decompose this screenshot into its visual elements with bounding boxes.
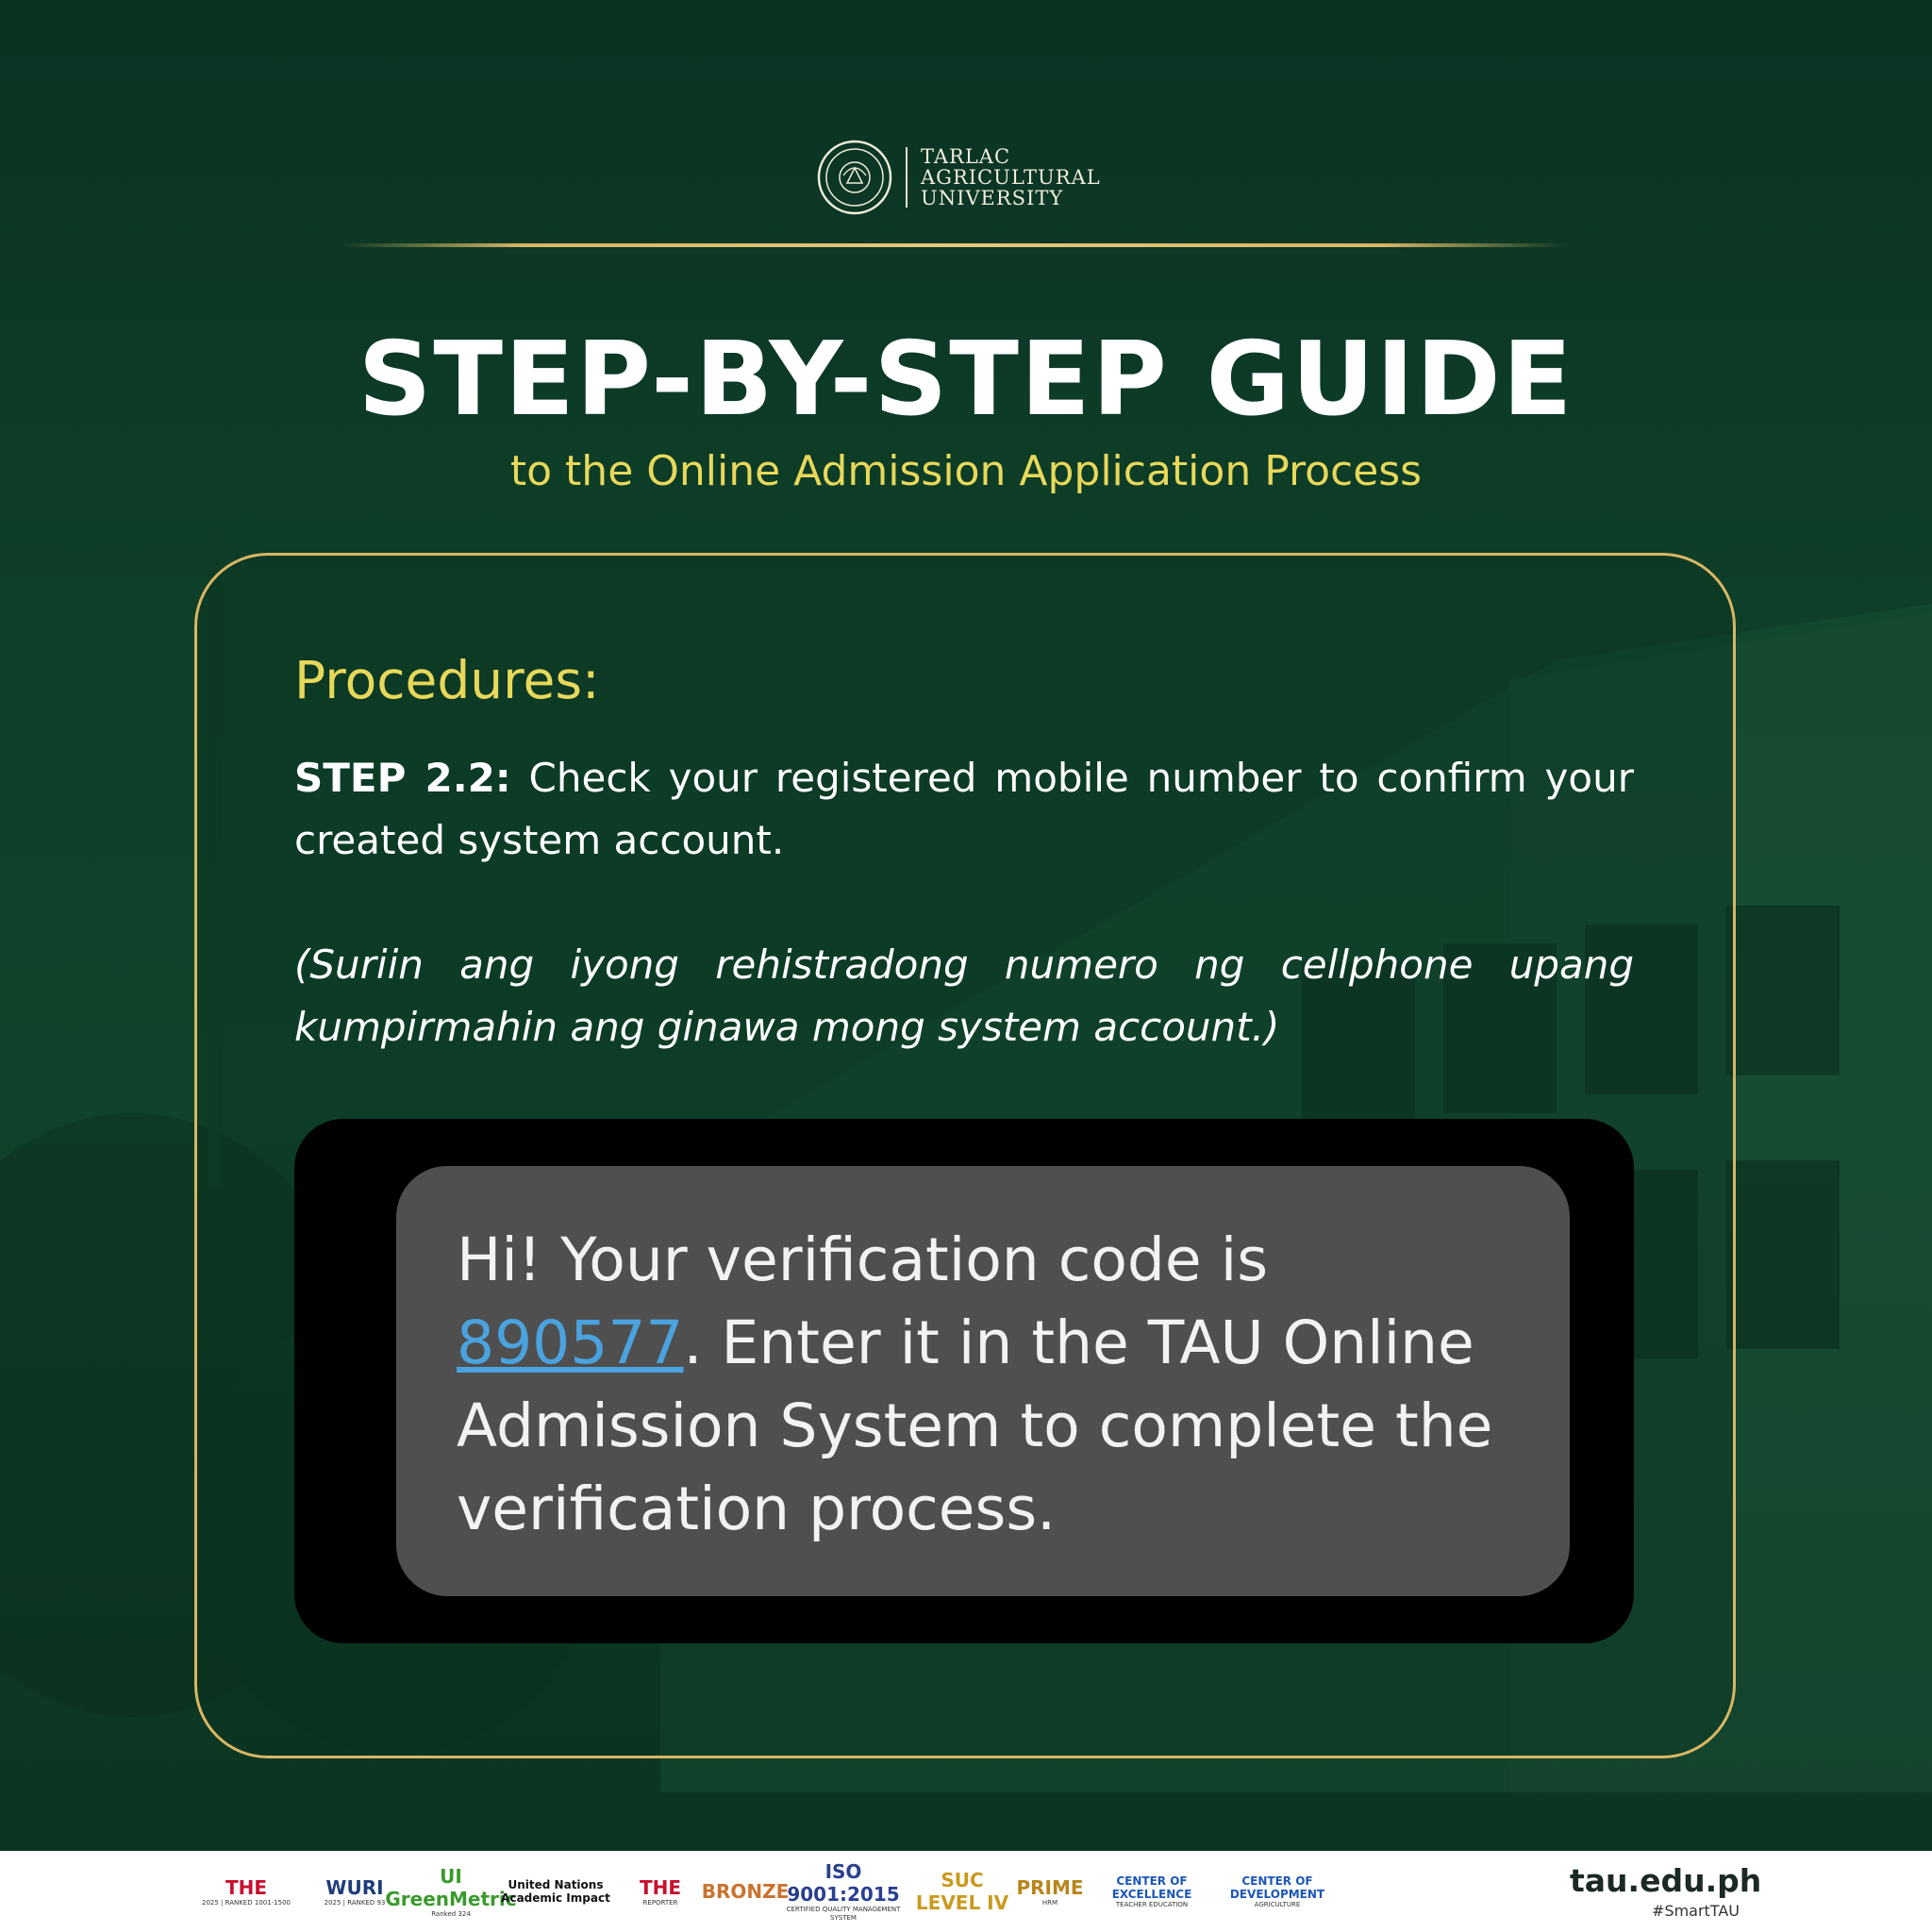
suc-level-iv-badge	[915, 1866, 1009, 1917]
ui-greenmetric-badge-sublabel: Ranked 324	[431, 1909, 471, 1918]
bronze-award-badge-label: BRONZE	[701, 1880, 790, 1903]
prime-hrm-badge-sublabel: HRM	[1041, 1898, 1058, 1907]
sms-text-before: Hi! Your verification code is	[457, 1225, 1269, 1294]
logo-line-1: TARLAC	[921, 145, 1011, 168]
the-awards-badge-label: THE	[639, 1875, 682, 1899]
the-impact-rankings-badge	[194, 1866, 298, 1917]
logo-line-2: AGRICULTURAL	[921, 166, 1101, 189]
iso-9001-badge	[785, 1860, 902, 1922]
verification-code-link[interactable]: 890577	[457, 1308, 684, 1377]
the-awards-badge-sublabel: REPORTER	[642, 1898, 678, 1907]
center-of-excellence-badge-label: CENTER OF EXCELLENCE	[1111, 1874, 1192, 1901]
the-awards-badge	[619, 1866, 702, 1917]
step-label: STEP 2.2:	[294, 755, 511, 801]
website-link[interactable]: tau.edu.ph	[1570, 1862, 1762, 1899]
center-of-development-badge-label: CENTER OF DEVELOPMENT	[1229, 1874, 1325, 1901]
center-of-excellence-badge	[1094, 1866, 1209, 1917]
prime-hrm-badge-label: PRIME	[1016, 1875, 1084, 1899]
wuri-badge-sublabel: 2025 | RANKED 93	[324, 1898, 386, 1907]
page-title: STEP-BY-STEP GUIDE	[358, 321, 1574, 439]
logo-line-3: UNIVERSITY	[921, 187, 1064, 209]
logo-divider	[906, 147, 908, 208]
page-subtitle: to the Online Admission Application Process	[509, 447, 1423, 495]
sms-text-after: . Enter it in the TAU Online Admission System to complete the verification process.	[457, 1308, 1493, 1543]
step-instruction	[294, 747, 1634, 872]
step-description: Check your registered mobile number to confirm your created system account.	[294, 755, 1634, 863]
hashtag: #SmartTAU	[1652, 1902, 1740, 1920]
the-impact-rankings-badge-label: THE	[225, 1875, 268, 1899]
iso-9001-badge-sublabel: CERTIFIED QUALITY MANAGEMENT SYSTEM	[786, 1906, 901, 1922]
center-of-development-badge-sublabel: AGRICULTURE	[1254, 1900, 1301, 1908]
suc-level-iv-badge-label: SUC LEVEL IV	[915, 1869, 1009, 1914]
procedures-heading: Procedures:	[294, 650, 600, 710]
step-translation: (Suriin ang iyong rehistradong numero ng cellphone upang kumpirmahin ang ginawa mong system account.)	[294, 941, 1634, 1050]
center-of-excellence-badge-sublabel: TEACHER EDUCATION	[1115, 1900, 1189, 1908]
ui-greenmetric-badge-label: UI GreenMetric	[385, 1864, 517, 1910]
un-academic-impact-badge	[498, 1866, 613, 1917]
iso-9001-badge-label: ISO 9001:2015	[787, 1860, 900, 1906]
logo-wordmark	[921, 146, 1101, 208]
prime-hrm-badge	[1016, 1866, 1084, 1917]
the-impact-rankings-badge-sublabel: 2025 | RANKED 1001-1500	[201, 1898, 291, 1907]
university-seal-icon	[817, 140, 892, 215]
center-of-development-badge	[1219, 1866, 1336, 1917]
un-academic-impact-badge-label: United Nations Academic Impact	[501, 1878, 610, 1905]
wuri-badge-label: WURI	[325, 1875, 384, 1899]
sms-message-text	[457, 1219, 1532, 1551]
bronze-award-badge	[701, 1866, 790, 1917]
ui-greenmetric-badge	[385, 1864, 517, 1918]
university-logo	[817, 140, 1101, 215]
gold-divider	[340, 243, 1566, 247]
